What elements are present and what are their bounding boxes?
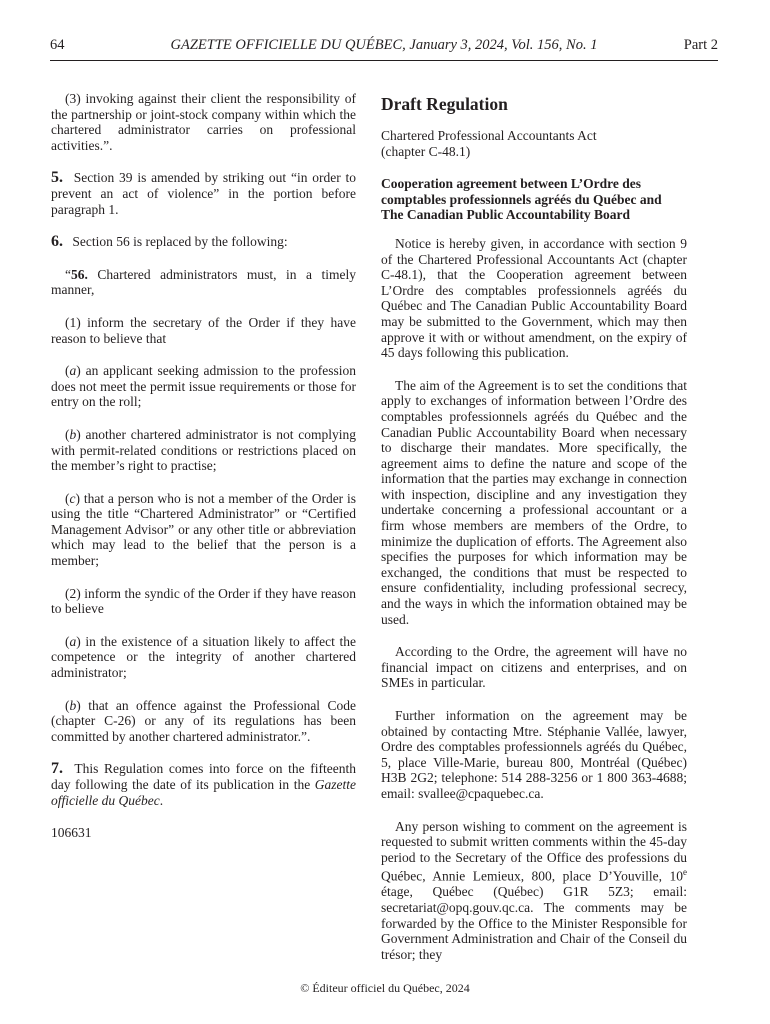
item-c-1: (c) that a person who is not a member of the Order is using the title “Chartered Administrator” or “Certified Management Advisor” or any other title or abbreviation which may lead to the belief that the person is a member; (51, 490, 357, 569)
comment-paragraph (381, 819, 687, 963)
comment-text-a: Any person wishing to comment on the agreement is requested to submit written comments within the 45-day period to the Secretary of the Office des professions du Québec, Annie Lemieux, 800, place D’Youville, 10 (381, 818, 687, 884)
item-c-1-label: c (69, 490, 76, 506)
item-c-1-text: that a person who is not a member of the Order is using the title “Chartered Administrator” or “Certified Management Advisor” or any other title or abbreviation which may lead to the belief that the person is a member; (51, 490, 357, 569)
copyright-footer: © Éditeur officiel du Québec, 2024 (300, 981, 470, 995)
section-5-number: 5. (51, 169, 63, 187)
item-a-2-text: in the existence of a situation likely to affect the competence or the integrity of another chartered administrator; (51, 633, 356, 681)
item-a-1-label: a (69, 363, 77, 379)
draft-regulation-heading: Draft Regulation (381, 94, 508, 114)
open-quote: “ (65, 266, 71, 282)
part-label: Part 2 (683, 37, 718, 53)
contact-paragraph: Further information on the agreement may be obtained by contacting Mtre. Stéphanie Vallée, lawyer, Ordre des comptables professionnels agréés du Québec, 5, place Ville-Marie, bureau 800, Montréal (Québec) H3B 2G2; telephone: 514 288-3256 or 1 800 363-4688; email: svallee@cpaquebec.ca. (381, 708, 687, 801)
section-7 (51, 761, 356, 808)
item-b-2: (b) that an offence against the Professional Code (chapter C-26) or any of its regulations has been committed by another chartered administrator.”. (51, 697, 356, 744)
impact-paragraph: According to the Ordre, the agreement will have no financial impact on citizens and enterprises, and on SMEs in particular. (381, 644, 687, 691)
reference-number: 106631 (51, 825, 92, 841)
section-6-text: Section 56 is replaced by the following: (72, 234, 288, 250)
item-a-1-text: an applicant seeking admission to the profession does not meet the permit issue requirements or those for entry on the roll; (51, 363, 356, 410)
item-a-2: (a) in the existence of a situation likely to affect the competence or the integrity of another chartered administrator; (51, 633, 356, 681)
item-b-1: (b) another chartered administrator is not complying with permit-related conditions or restrictions placed on the member’s right to practise; (51, 426, 357, 474)
item-b-2-text: that an offence against the Professional Code (chapter C-26) or any of its regulations has been committed by another chartered administrator.”. (51, 697, 356, 744)
gazette-name: Gazette officielle du Québec (51, 777, 356, 808)
section-7-end: . (159, 792, 164, 808)
item-b-1-label: b (69, 426, 77, 442)
item-b-1-text: another chartered administrator is not complying with permit-related conditions or restrictions placed on the member’s right to practise; (51, 426, 357, 474)
section-6-number: 6. (51, 233, 63, 251)
paragraph-3-invoking: (3) invoking against their client the responsibility of the partnership or joint-stock company within which the chartered administrator carries on professional activities.”. (51, 91, 356, 153)
inform-syndic: (2) inform the syndic of the Order if they have reason to believe (51, 585, 356, 617)
right-column (381, 91, 687, 979)
ordinal-superscript: e (683, 867, 687, 878)
section-56-text: Chartered administrators must, in a timely manner, (51, 266, 357, 298)
page-header (50, 37, 718, 59)
inform-secretary: (1) inform the secretary of the Order if they have reason to believe that (51, 314, 356, 346)
act-chapter: (chapter C-48.1) (381, 143, 471, 159)
page-number: 64 (50, 37, 65, 53)
agreement-title: Cooperation agreement between L’Ordre des comptables professionnels agréés du Québec and The Canadian Public Accountability Board (381, 176, 662, 223)
gazette-title: GAZETTE OFFICIELLE DU QUÉBEC, January 3, 2024, Vol. 156, No. 1 (170, 37, 598, 53)
act-title (381, 128, 687, 159)
section-7-number: 7. (51, 760, 63, 778)
item-a-2-label: a (69, 633, 77, 649)
section-5 (51, 170, 356, 217)
section-6 (51, 234, 356, 250)
section-56-number: 56. (71, 266, 88, 282)
left-column (51, 91, 356, 858)
comment-text-b: étage, Québec (Québec) G1R 5Z3; email: secretariat@opq.gouv.qc.ca. The comments may be forwarded by the Office to the Minister Responsible for Government Administration and Chair of the Conseil du trésor; they (381, 884, 687, 962)
aim-paragraph: The aim of the Agreement is to set the conditions that apply to exchanges of information between l’Ordre des comptables professionnels agréés du Québec and the Canadian Public Accountability Board when necessary to discharge their mandates. More specifically, the agreement aims to define the nature and scope of the information that the parties may exchange in connection with inspection, discipline and any investigation they undertake concerning a professional accountant or a firm whose members are members of the Ordre, to minimize the duplication of efforts. The Agreement also specifies the purposes for which information may be exchanged, the conditions that must be respected to ensure confidentiality, including professional secrecy, and the ways in which the information obtained may be used. (381, 377, 687, 627)
section-7-text: This Regulation comes into force on the fifteenth day following the date of its publication in the (51, 761, 356, 792)
section-56-intro (51, 267, 356, 298)
item-a-1: (a) an applicant seeking admission to the profession does not meet the permit issue requirements or those for entry on the roll; (51, 363, 356, 410)
header-rule (50, 60, 718, 61)
item-b-2-label: b (69, 697, 77, 713)
notice-paragraph: Notice is hereby given, in accordance with section 9 of the Chartered Professional Accountants Act (chapter C-48.1), that the Cooperation agreement between L’Ordre des comptables professionnels agréés du Québec and The Canadian Public Accountability Board may be submitted to the Government, which may then approve it with or without amendment, on the expiry of 45 days following this publication. (381, 235, 687, 361)
section-5-text: Section 39 is amended by striking out “in order to prevent an act of violence” in the portion before paragraph 1. (51, 170, 357, 217)
act-name: Chartered Professional Accountants Act (381, 128, 597, 143)
